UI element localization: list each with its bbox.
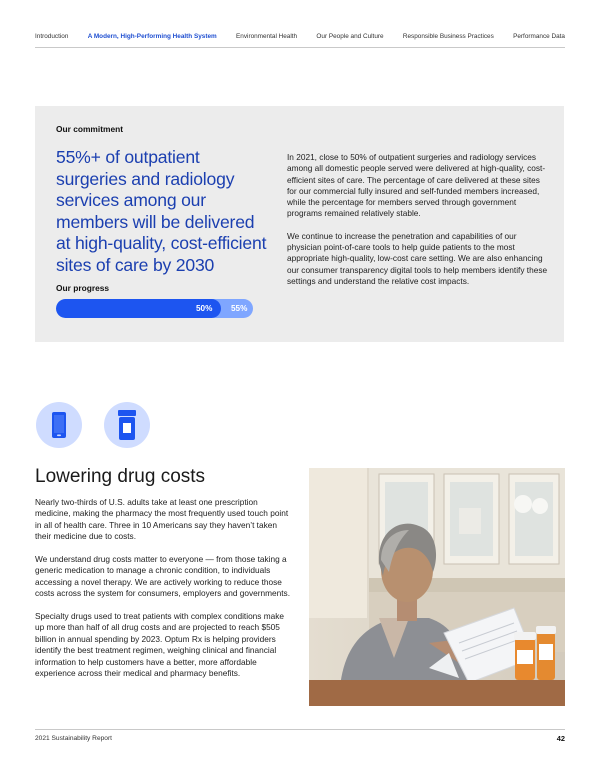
- photo-woman-reading-prescription: [309, 468, 565, 706]
- section-paragraph: Specialty drugs used to treat patients with complex conditions make up more than half of all drug costs and are projected to reach $505 billion in annual spending by 2023. Optum Rx is helping providers identify the best treatment regimen, weighing clinical and financial information to help customers have a better, more affordable experience across their medical and pharmacy benefits.: [35, 611, 285, 679]
- nav-item-performance-data[interactable]: Performance Data: [513, 33, 565, 40]
- top-nav: [35, 33, 565, 40]
- progress-current-label: 50%: [196, 304, 213, 313]
- commitment-paragraph: In 2021, close to 50% of outpatient surgeries and radiology services among all domestic people served were delivered at high-quality, cost-efficient sites of care. The percentage of care delivered at these sites for our commercial fully insured and self-funded members increased, while the percentage for members served through government programs remained relatively stable.: [287, 152, 546, 219]
- commitment-headline: 55%+ of outpatient surgeries and radiology services among our members will be delivered at high-quality, cost-efficient sites of care by 2030: [56, 147, 267, 275]
- section-body: [35, 497, 290, 691]
- nav-item-introduction[interactable]: Introduction: [35, 33, 69, 40]
- progress-bar: [56, 299, 253, 318]
- commitment-paragraph: We continue to increase the penetration and capabilities of our physician point-of-care tools to help guide patients to the most appropriate high-quality, low-cost care setting. We are also enhancing our consumer transparency digital tools to help members identify these settings and understand the relative cost impacts.: [287, 230, 548, 286]
- nav-item-health-system[interactable]: A Modern, High-Performing Health System: [87, 33, 217, 40]
- nav-item-people-culture[interactable]: Our People and Culture: [316, 33, 384, 40]
- footer-divider: [35, 729, 565, 730]
- nav-item-environmental-health[interactable]: Environmental Health: [236, 33, 298, 40]
- pill-bottle-icon: [104, 402, 150, 448]
- section-paragraph: Nearly two-thirds of U.S. adults take at least one prescription medicine, making the pharmacy the most frequently used touch point in all of health care. Three in 10 Americans say they haven’t taken their medicine due to costs.: [35, 497, 289, 542]
- commitment-panel: [35, 106, 564, 342]
- section-title: Lowering drug costs: [35, 466, 206, 487]
- progress-label: Our progress: [56, 283, 110, 293]
- commitment-body: [287, 152, 549, 298]
- nav-divider: [35, 47, 565, 48]
- footer-report-name: 2021 Sustainability Report: [35, 735, 112, 742]
- commitment-label: Our commitment: [56, 124, 124, 134]
- progress-target-label: 55%: [231, 304, 248, 313]
- section-paragraph: We understand drug costs matter to everyone — from those taking a generic medication to manage a chronic condition, to individuals accessing a novel therapy. We are actively working to reduce those costs across the system for consumers, employers and governments.: [35, 554, 290, 599]
- nav-item-business-practices[interactable]: Responsible Business Practices: [402, 33, 494, 40]
- smartphone-icon: [36, 402, 82, 448]
- page-number: 42: [556, 734, 565, 743]
